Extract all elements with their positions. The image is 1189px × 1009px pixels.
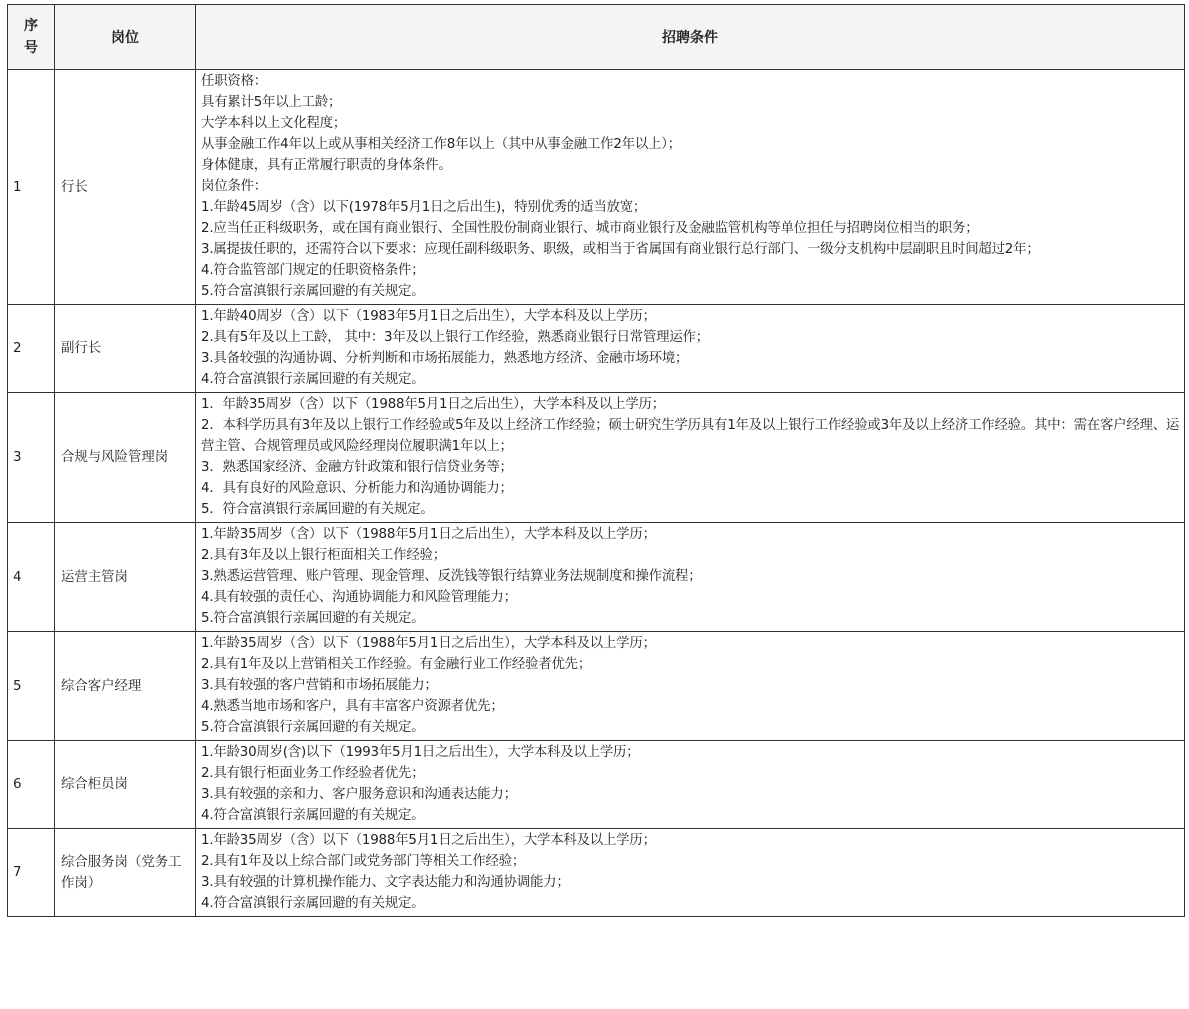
requirement-line: 从事金融工作4年以上或从事相关经济工作8年以上（其中从事金融工作2年以上）； [201, 137, 681, 152]
header-row [8, 5, 1185, 70]
row-requirements [196, 305, 1185, 393]
row-requirements [196, 523, 1185, 632]
header-num [8, 5, 55, 70]
header-position: 岗位 [55, 5, 196, 70]
table-row [8, 393, 1185, 523]
requirement-line: 4.具有较强的责任心、沟通协调能力和风险管理能力； [201, 590, 517, 605]
recruitment-table-container [7, 4, 1184, 917]
requirement-line: 3.属提拔任职的，还需符合以下要求：应现任副科级职务、职级，或相当于省属国有商业银行总行部门、一级分支机构中层副职且时间超过2年； [201, 242, 1040, 257]
requirement-line: 4.熟悉当地市场和客户，具有丰富客户资源者优先； [201, 699, 504, 714]
requirement-line: 4.符合富滇银行亲属回避的有关规定。 [201, 808, 425, 823]
requirement-line: 身体健康，具有正常履行职责的身体条件。 [201, 158, 452, 173]
requirement-line: 2.具有5年及以上工龄， 其中：3年及以上银行工作经验，熟悉商业银行日常管理运作； [201, 330, 709, 345]
requirement-line: 具有累计5年以上工龄； [201, 95, 342, 110]
requirement-line: 1.年龄35周岁（含）以下（1988年5月1日之后出生），大学本科及以上学历； [201, 527, 656, 542]
row-number: 1 [8, 70, 55, 305]
requirement-line: 岗位条件： [201, 179, 267, 194]
row-position: 合规与风险管理岗 [55, 393, 196, 523]
requirement-line: 3.熟悉运营管理、账户管理、现金管理、反洗钱等银行结算业务法规制度和操作流程； [201, 569, 702, 584]
header-requirements: 招聘条件 [196, 5, 1185, 70]
table-row [8, 741, 1185, 829]
requirement-line: 4．具有良好的风险意识、分析能力和沟通协调能力； [201, 481, 513, 496]
requirement-line: 1.年龄35周岁（含）以下（1988年5月1日之后出生），大学本科及以上学历； [201, 636, 656, 651]
requirement-line: 5.符合富滇银行亲属回避的有关规定。 [201, 611, 425, 626]
table-row [8, 70, 1185, 305]
row-requirements [196, 829, 1185, 917]
row-position: 运营主管岗 [55, 523, 196, 632]
requirement-line: 5.符合富滇银行亲属回避的有关规定。 [201, 284, 425, 299]
requirement-line: 2.具有3年及以上银行柜面相关工作经验； [201, 548, 446, 563]
row-number: 6 [8, 741, 55, 829]
requirement-line: 任职资格： [201, 74, 267, 89]
row-position: 副行长 [55, 305, 196, 393]
requirement-line: 大学本科以上文化程度； [201, 116, 347, 131]
row-position: 综合柜员岗 [55, 741, 196, 829]
requirement-line: 4.符合监管部门规定的任职资格条件； [201, 263, 425, 278]
requirement-line: 5.符合富滇银行亲属回避的有关规定。 [201, 720, 425, 735]
row-number: 5 [8, 632, 55, 741]
requirement-line: 3.具有较强的计算机操作能力、文字表达能力和沟通协调能力； [201, 875, 570, 890]
row-number: 2 [8, 305, 55, 393]
requirement-line: 1.年龄30周岁(含)以下（1993年5月1日之后出生），大学本科及以上学历； [201, 745, 640, 760]
row-requirements [196, 632, 1185, 741]
row-position: 综合服务岗（党务工作岗） [55, 829, 196, 917]
requirement-line: 3.具有较强的亲和力、客户服务意识和沟通表达能力； [201, 787, 517, 802]
table-body [8, 70, 1185, 917]
row-requirements [196, 393, 1185, 523]
row-number: 4 [8, 523, 55, 632]
row-position: 行长 [55, 70, 196, 305]
requirement-line: 5．符合富滇银行亲属回避的有关规定。 [201, 502, 434, 517]
row-number: 3 [8, 393, 55, 523]
requirement-line: 3．熟悉国家经济、金融方针政策和银行信贷业务等； [201, 460, 513, 475]
row-position: 综合客户经理 [55, 632, 196, 741]
table-row [8, 305, 1185, 393]
requirement-line: 2.具有1年及以上营销相关工作经验。有金融行业工作经验者优先； [201, 657, 592, 672]
requirement-line: 2．本科学历具有3年及以上银行工作经验或5年及以上经济工作经验；硕士研究生学历具有1年及以上银行工作经验或3年及以上经济工作经验。其中：需在客户经理、运营主管、合规管理员或风险经理岗位履职满1年以上； [201, 418, 1180, 454]
requirement-line: 1.年龄40周岁（含）以下（1983年5月1日之后出生），大学本科及以上学历； [201, 309, 656, 324]
requirement-line: 2.具有银行柜面业务工作经验者优先； [201, 766, 425, 781]
requirement-line: 4.符合富滇银行亲属回避的有关规定。 [201, 896, 425, 911]
requirement-line: 4.符合富滇银行亲属回避的有关规定。 [201, 372, 425, 387]
requirement-line: 2.应当任正科级职务，或在国有商业银行、全国性股份制商业银行、城市商业银行及金融监管机构等单位担任与招聘岗位相当的职务； [201, 221, 979, 236]
requirement-line: 1.年龄35周岁（含）以下（1988年5月1日之后出生），大学本科及以上学历； [201, 833, 656, 848]
requirement-line: 3.具有较强的客户营销和市场拓展能力； [201, 678, 438, 693]
row-requirements [196, 741, 1185, 829]
table-row [8, 829, 1185, 917]
requirement-line: 2.具有1年及以上综合部门或党务部门等相关工作经验； [201, 854, 526, 869]
table-row [8, 632, 1185, 741]
table-row [8, 523, 1185, 632]
requirement-line: 1．年龄35周岁（含）以下（1988年5月1日之后出生），大学本科及以上学历； [201, 397, 665, 412]
table-header [8, 5, 1185, 70]
requirement-line: 1.年龄45周岁（含）以下(1978年5月1日之后出生)，特别优秀的适当放宽； [201, 200, 647, 215]
requirement-line: 3.具备较强的沟通协调、分析判断和市场拓展能力，熟悉地方经济、金融市场环境； [201, 351, 689, 366]
recruitment-table [7, 4, 1185, 917]
header-num-label: 序号 [24, 18, 38, 56]
row-requirements [196, 70, 1185, 305]
row-number: 7 [8, 829, 55, 917]
